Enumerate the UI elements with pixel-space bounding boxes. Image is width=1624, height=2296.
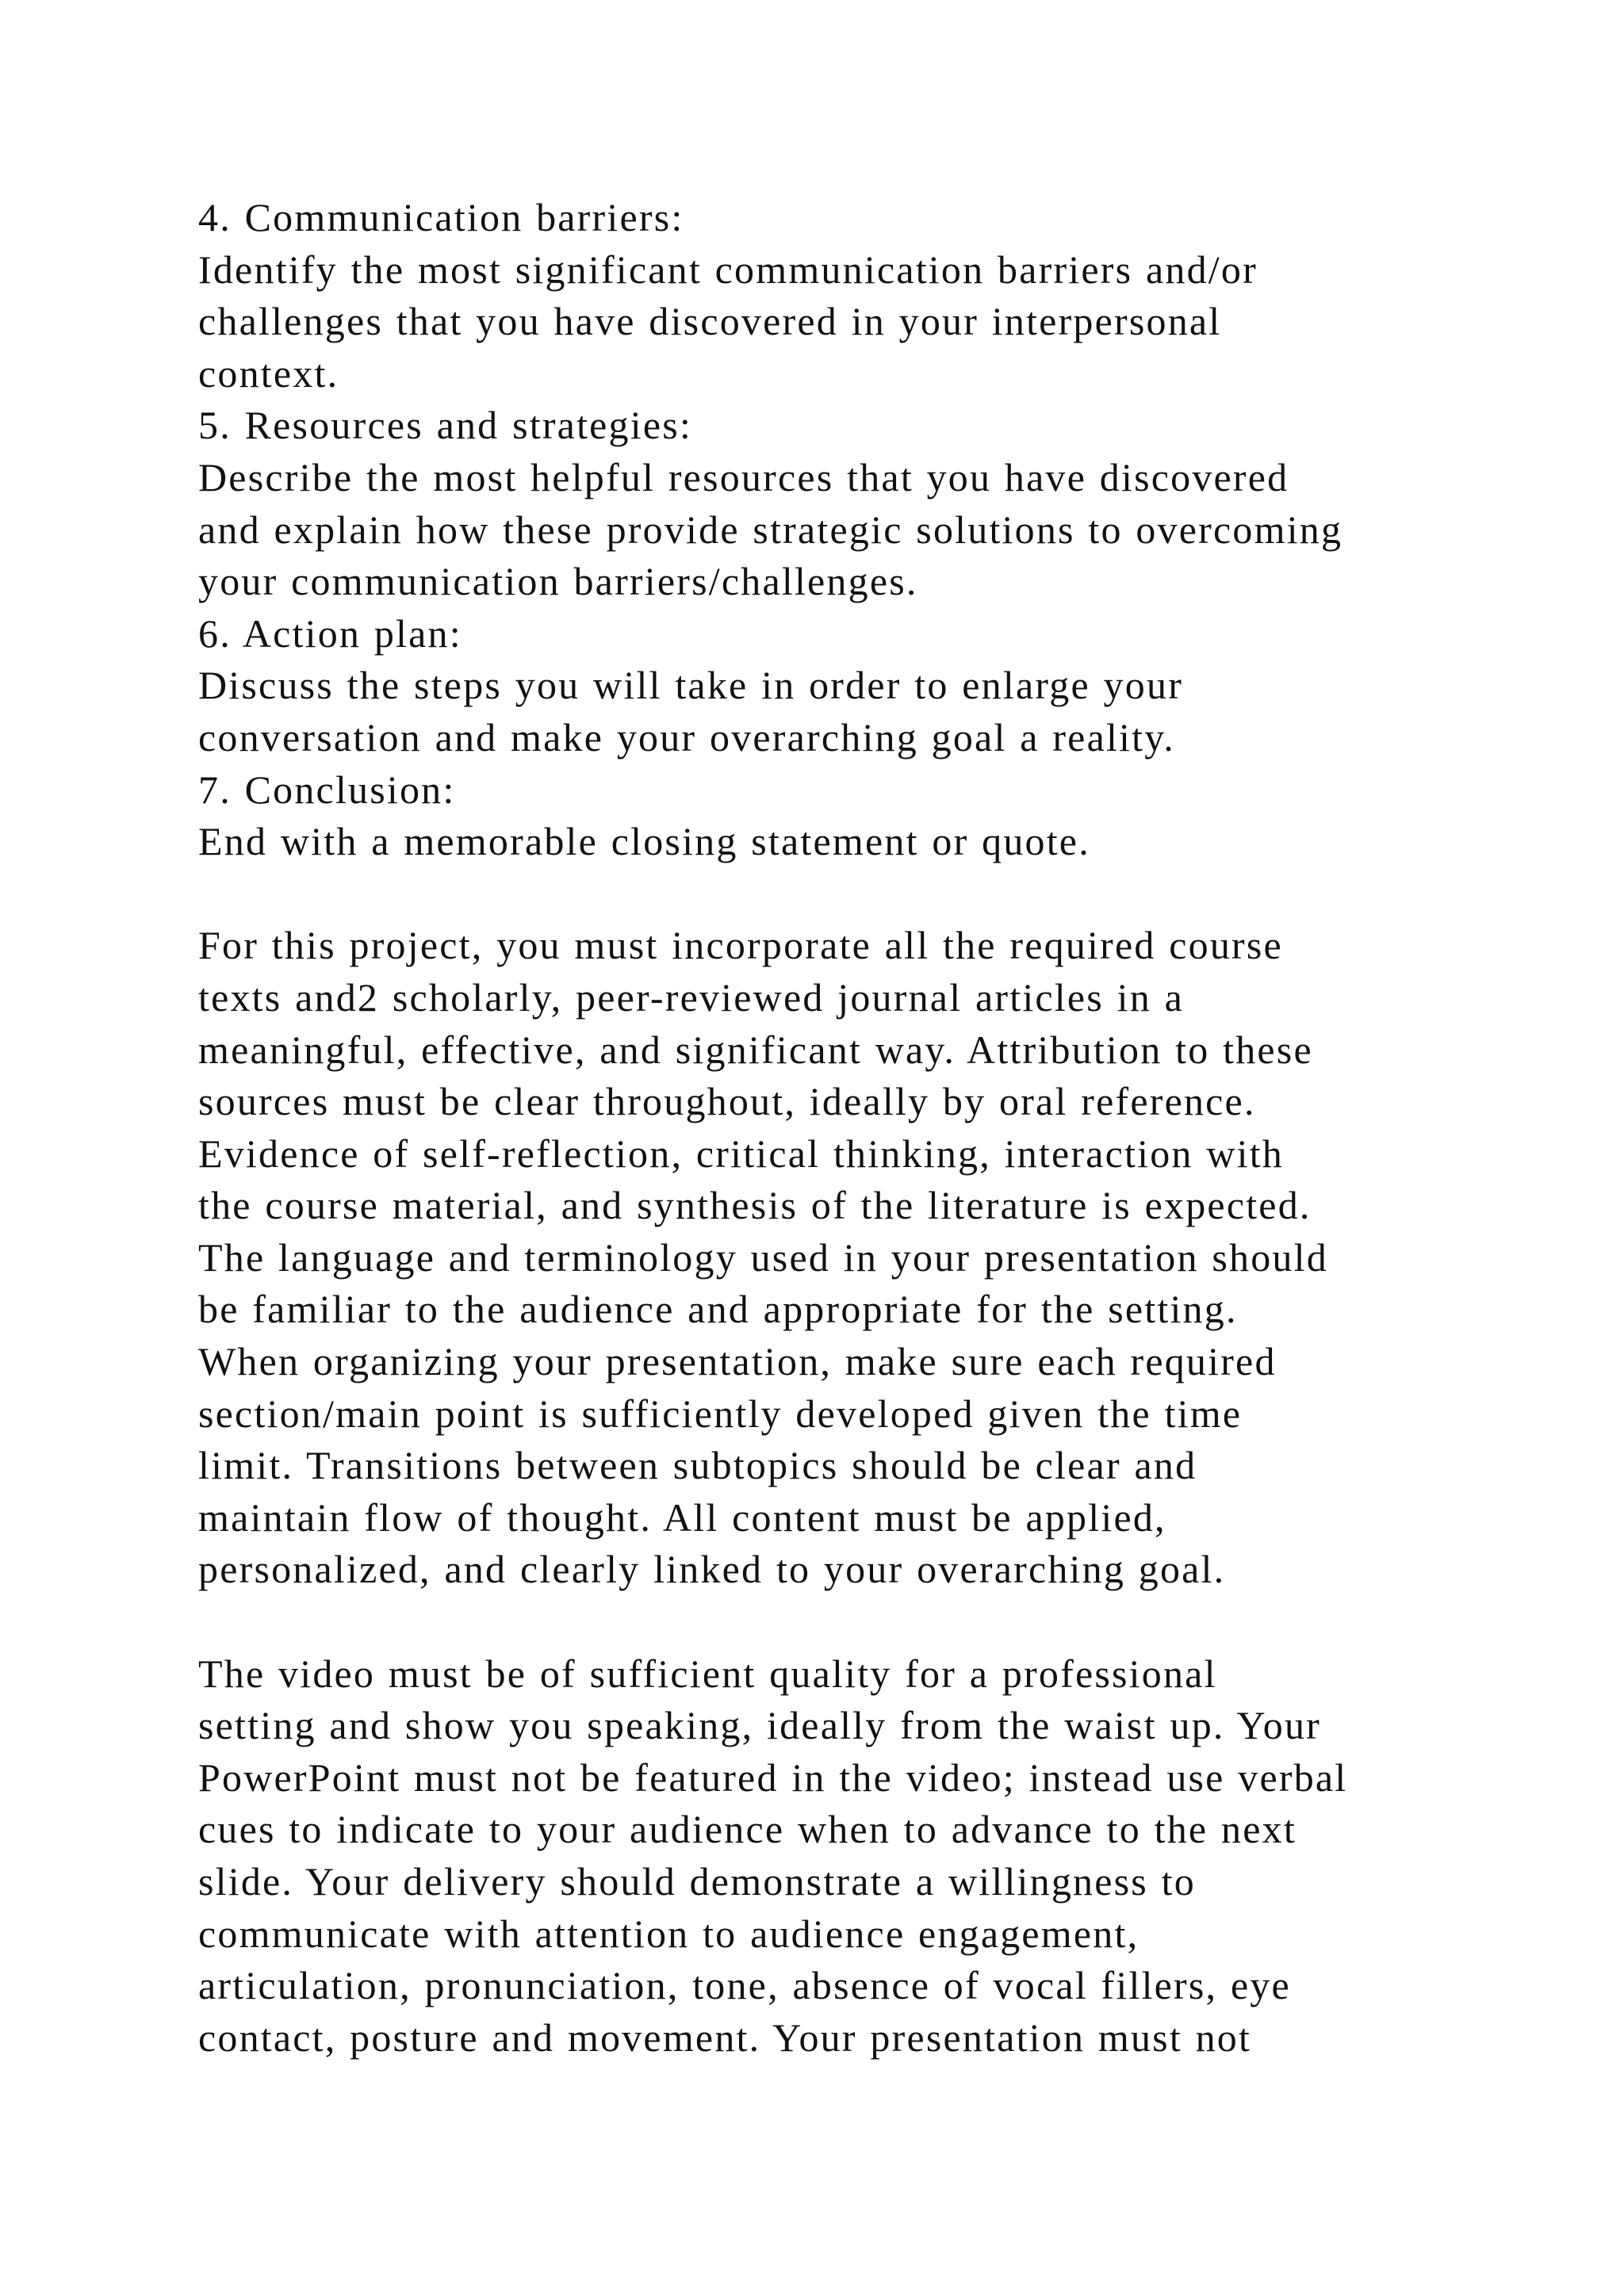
text-line: be familiar to the audience and appropriate for the setting. [198, 1287, 1238, 1332]
text-line: Evidence of self-reflection, critical thinking, interaction with [198, 1131, 1285, 1176]
text-line: challenges that you have discovered in your interpersonal [198, 299, 1222, 344]
text-line: The language and terminology used in your presentation should [198, 1234, 1328, 1280]
text-line: conversation and make your overarching goal a reality. [198, 714, 1175, 760]
text-line: Discuss the steps you will take in order to enlarge your [198, 663, 1184, 708]
text-line: meaningful, effective, and significant way. Attribution to these [198, 1027, 1313, 1072]
section-heading-conclusion: 7. Conclusion: [198, 767, 456, 812]
paragraph-gap [198, 868, 1546, 920]
text-line: The video must be of sufficient quality for a professional [198, 1651, 1217, 1696]
text-line: slide. Your delivery should demonstrate a willingness to [198, 1859, 1196, 1904]
text-line: Describe the most helpful resources that you have discovered [198, 454, 1289, 499]
text-line: personalized, and clearly linked to your overarching goal. [198, 1547, 1226, 1592]
text-line: communicate with attention to audience engagement, [198, 1911, 1139, 1956]
section-heading-resources-strategies: 5. Resources and strategies: [198, 403, 692, 448]
text-line: setting and show you speaking, ideally from the waist up. Your [198, 1703, 1321, 1748]
text-line: section/main point is sufficiently developed given the time [198, 1391, 1243, 1436]
section-heading-action-plan: 6. Action plan: [198, 610, 462, 656]
text-line: limit. Transitions between subtopics should be clear and [198, 1443, 1197, 1488]
text-line: PowerPoint must not be featured in the video; instead use verbal [198, 1755, 1348, 1800]
text-line: When organizing your presentation, make sure each required [198, 1339, 1277, 1384]
text-line: Identify the most significant communication barriers and/or [198, 247, 1258, 292]
text-line: texts and2 scholarly, peer-reviewed journal articles in a [198, 974, 1185, 1020]
text-line: cues to indicate to your audience when to advance to the next [198, 1807, 1297, 1852]
text-line: contact, posture and movement. Your presentation must not [198, 2015, 1252, 2060]
text-line: End with a memorable closing statement or quote. [198, 819, 1090, 864]
text-line: and explain how these provide strategic solutions to overcoming [198, 507, 1343, 552]
text-line: maintain flow of thought. All content must be applied, [198, 1494, 1166, 1540]
text-line: your communication barriers/challenges. [198, 559, 918, 604]
text-line: sources must be clear throughout, ideally by oral reference. [198, 1079, 1256, 1124]
text-line: For this project, you must incorporate all the required course [198, 923, 1283, 968]
text-line: the course material, and synthesis of the literature is expected. [198, 1183, 1312, 1228]
text-line: articulation, pronunciation, tone, absence of vocal fillers, eye [198, 1963, 1291, 2008]
section-heading-communication-barriers: 4. Communication barriers: [198, 195, 684, 239]
text-line: context. [198, 350, 339, 396]
paragraph-gap [198, 1596, 1546, 1648]
document-text [198, 192, 1546, 2064]
